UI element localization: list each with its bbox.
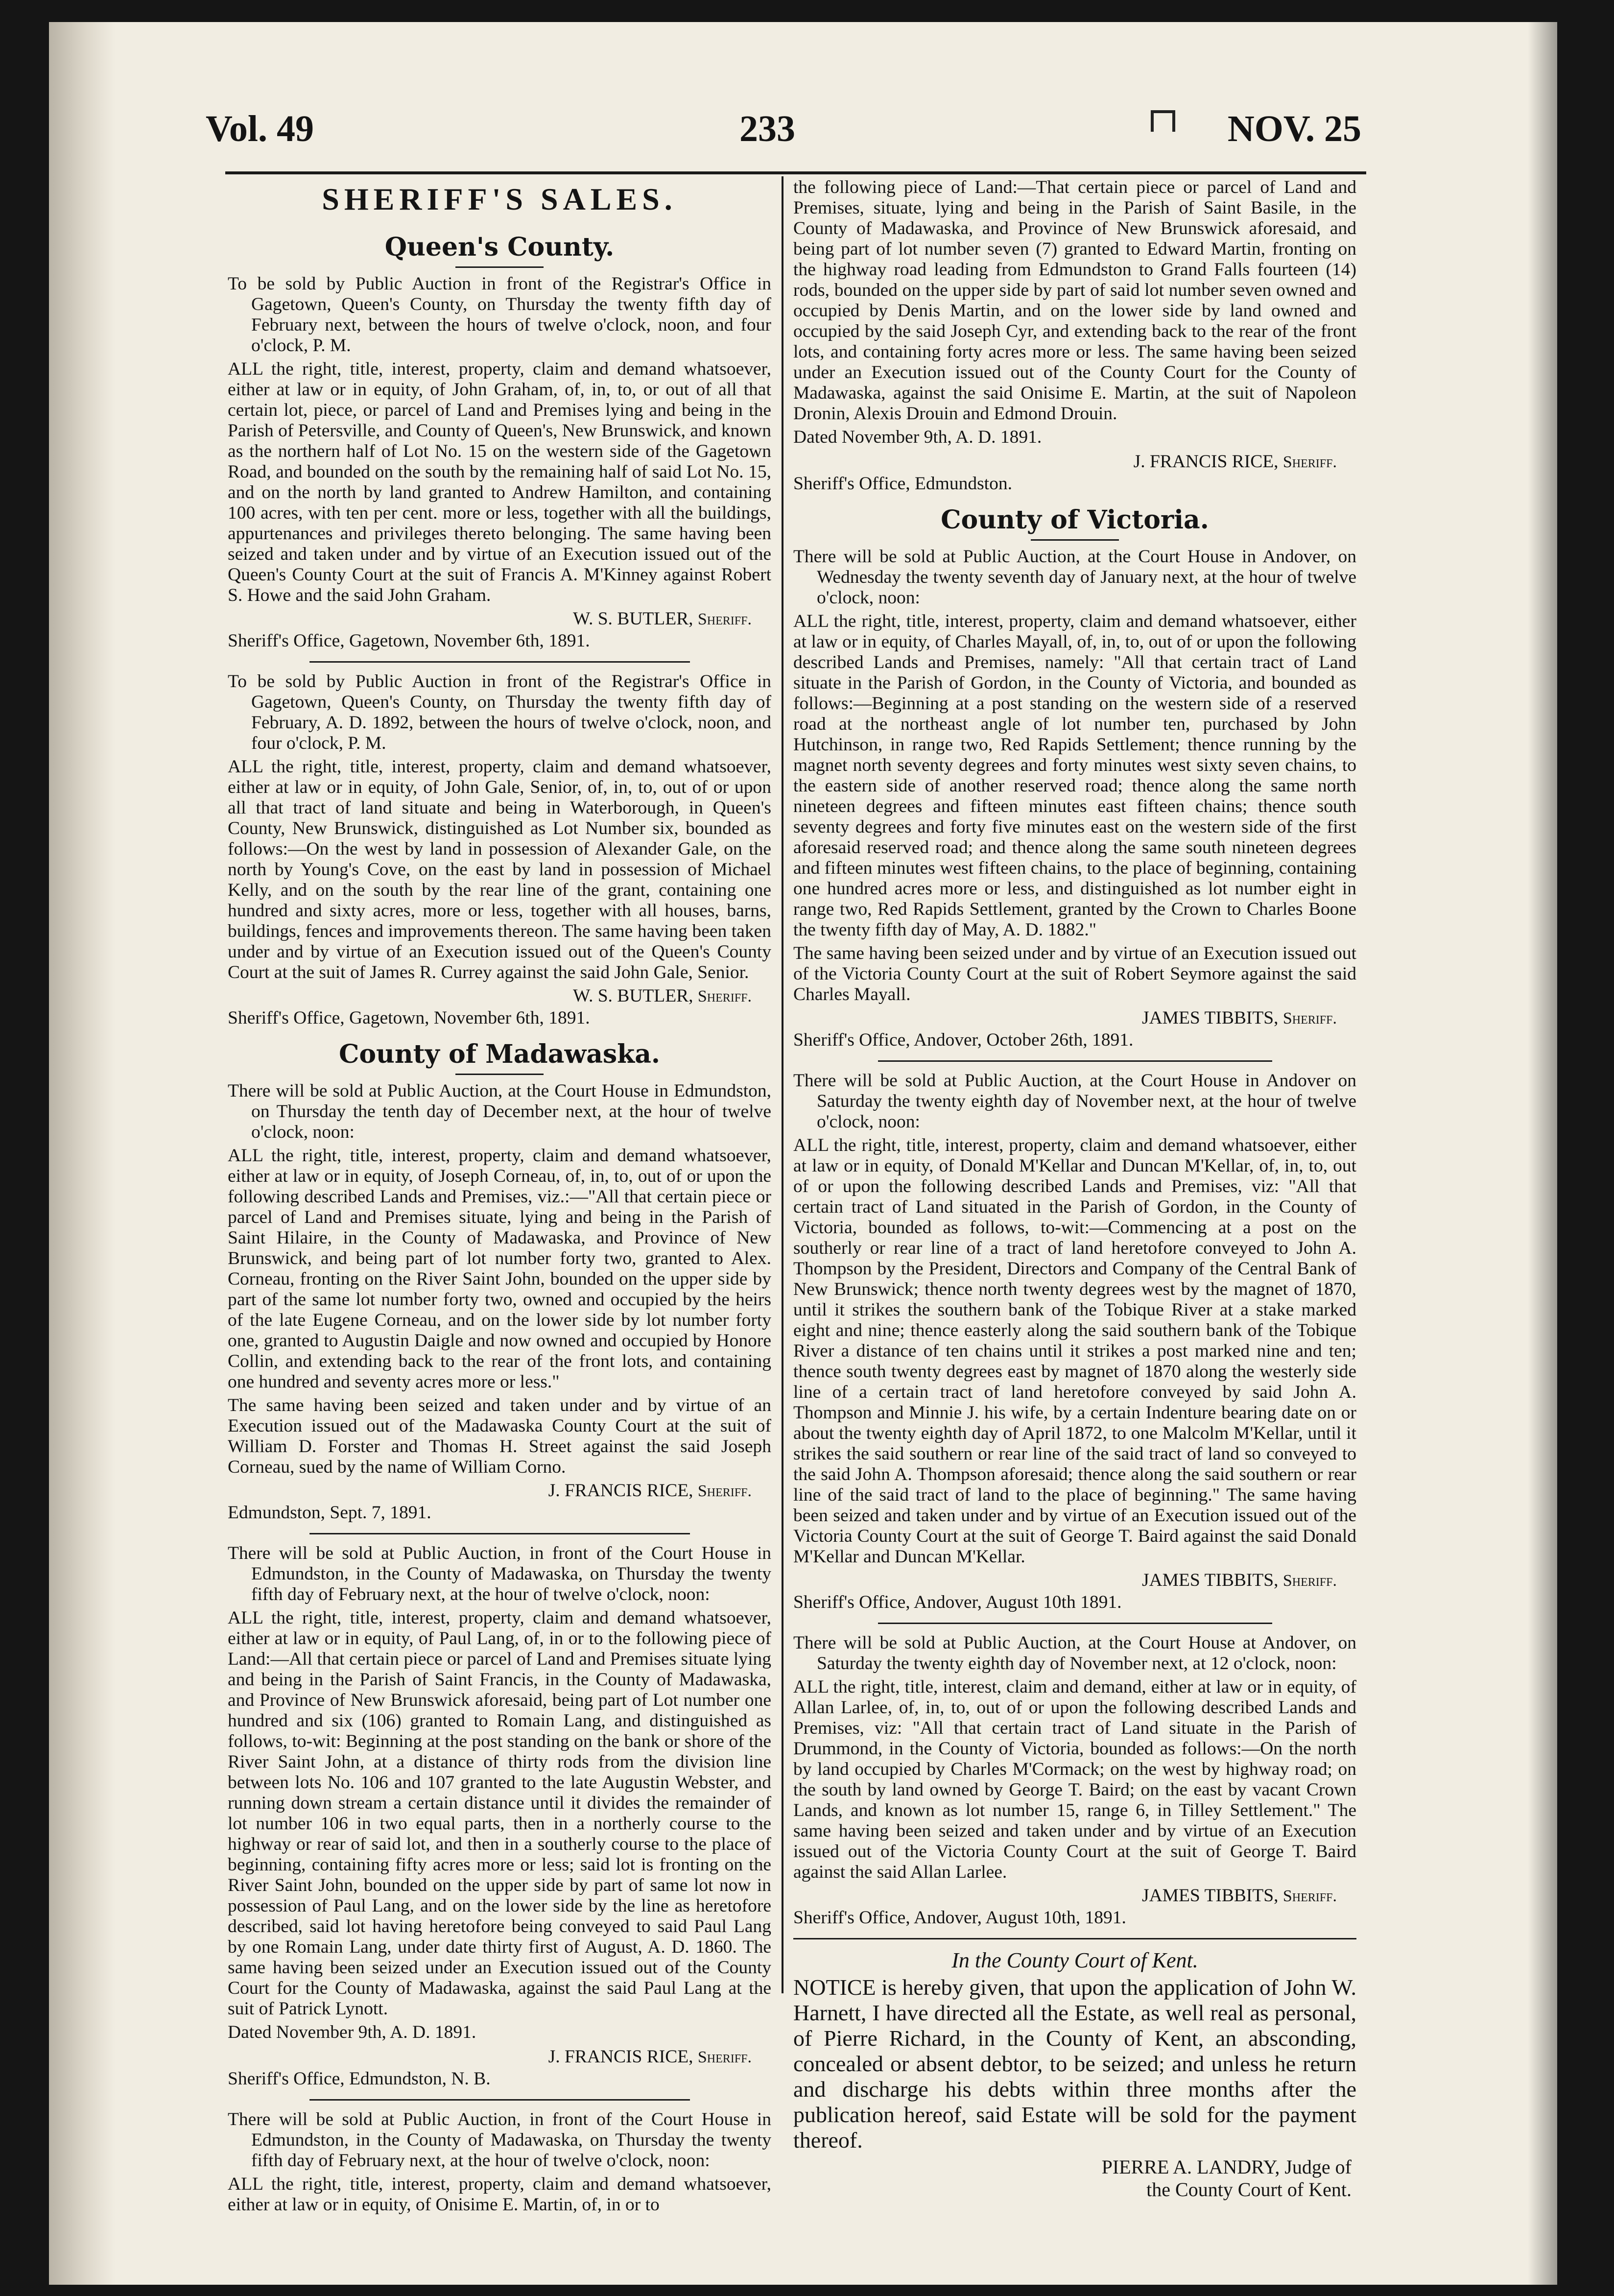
sheriff-name: J. FRANCIS RICE,	[548, 2047, 693, 2067]
sale-intro: To be sold by Public Auction in front of the Registrar's Office in Gagetown, Queen's County, on Thursday the twenty fifth day of February next, between the hours of twelve o'clock, noon, and four o'clock, P. M.	[228, 274, 771, 356]
sheriff-signature	[228, 1481, 771, 1502]
sheriff-name: W. S. BUTLER,	[573, 609, 693, 629]
sheriff-title: Sheriff.	[697, 1482, 752, 1500]
sale-body: ALL the right, title, interest, claim and demand, either at law or in equity, of Allan Larlee, of, in, to, out of or upon the following described Lands and Premises, viz: "All that certain tract of Land situate in the Parish of Drummond, in the County of Victoria, bounded as follows:—On the north by land occupied by Charles M'Cormack; on the west by highway road; on the south by land owned by George T. Baird; on the east by vacant Crown Lands, and known as lot number 15, range 6, in Tilley Settlement." The same having been seized and taken under and by virtue of an Execution issued out of the Victoria County Court at the suit of George T. Baird against the said Allan Larlee.	[793, 1677, 1356, 1882]
right-column	[793, 177, 1356, 2200]
sheriff-signature	[228, 2047, 771, 2068]
header-rule	[225, 171, 1366, 174]
sheriff-office-line: Sheriff's Office, Andover, August 10th, 1891.	[793, 1908, 1126, 1928]
sale-intro: There will be sold at Public Auction, at the Court House at Andover, on Saturday the twenty eighth day of November next, at 12 o'clock, noon:	[793, 1633, 1356, 1674]
section-title: SHERIFF'S SALES.	[322, 182, 677, 216]
sale-body: ALL the right, title, interest, property, claim and demand whatsoever, either at law or in equity, of Paul Lang, of, in or to the following piece of Land:—All that certain piece or parcel of Land and Premises situate lying and being in the Parish of Saint Francis, in the County of Madawaska, and Province of New Brunswick aforesaid, being part of Lot number one hundred and six (106) granted to Romain Lang, and distinguished as follows, to-wit: Beginning at the post standing on the bank or shore of the River Saint John, at a distance of thirty rods from the division line between lots No. 106 and 107 granted to the late Augustin Webster, and running down stream a certain distance until it divides the remainder of lot number 106 in two equal parts, then in a northerly course to the highway or rear of said lot, and then in a southerly course to the place of beginning, containing fifty acres more or less; said lot is fronting on the River Saint John, bounded on the upper side by part of same lot now in possession of Paul Lang, and on the lower side by the line as heretofore described, said lot having heretofore being conveyed to said Paul Lang by one Romain Lang, under date thirty first of August, A. D. 1860. The same having been seized under an Execution issued out of the County Court for the County of Madawaska, against the said Paul Lang at the suit of Patrick Lynott.	[228, 1608, 771, 2019]
notice-separator	[309, 1533, 690, 1534]
county-heading-queens: Queen's County.	[384, 232, 615, 262]
kent-notice-body: NOTICE is hereby given, that upon the application of John W. Harnett, I have directed all the Estate, as well real as personal, of Pierre Richard, in the County of Kent, an absconding, concealed or absent debtor, to be seized; and unless he return and discharge his debts within three months after the publication hereof, said Estate will be sold for the payment thereof.	[793, 1975, 1356, 2152]
sale-intro: There will be sold at Public Auction, at the Court House in Edmundston, on Thursday the tenth day of December next, at the hour of twelve o'clock, noon:	[228, 1081, 771, 1142]
issue-date: NOV. 25	[1227, 108, 1361, 149]
sale-body: ALL the right, title, interest, property, claim and demand whatsoever, either at law or in equity, of Onisime E. Martin, of, in or to	[228, 2174, 771, 2215]
sheriff-title: Sheriff.	[697, 610, 752, 628]
sheriff-title: Sheriff.	[697, 987, 752, 1005]
sheriff-title: Sheriff.	[1282, 1572, 1337, 1590]
page-edge-shadow	[1528, 22, 1557, 2285]
notice-separator	[309, 661, 690, 663]
sheriff-office-line: Sheriff's Office, Andover, October 26th, 1891.	[793, 1030, 1134, 1050]
sheriff-title: Sheriff.	[1282, 1887, 1337, 1905]
notice-separator	[793, 1938, 1356, 1939]
county-heading-madawaska: County of Madawaska.	[338, 1039, 661, 1069]
sale-body: ALL the right, title, interest, property, claim and demand whatsoever, either at law or in equity, of John Graham, of, in, to, or out of all that certain lot, piece, or parcel of Land and Premises lying and being in the Parish of Petersville, and County of Queen's, New Brunswick, and known as the northern half of Lot No. 15 on the western side of the Gagetown Road, and bounded on the south by the remaining half of said Lot No. 15, and on the north by land granted to Andrew Hamilton, and containing 100 acres, with ten per cent. more or less, together with all the buildings, appurtenances and privileges thereto belonging. The same having been seized and taken under and by virtue of an Execution issued out of the Queen's County Court at the suit of Francis A. M'Kinney against Robert S. Howe and the said John Graham.	[228, 359, 771, 605]
sale-body-continued: the following piece of Land:—That certain piece or parcel of Land and Premises, situate, lying and being in the Parish of Saint Basile, in the County of Madawaska, and Province of New Brunswick aforesaid, and being part of lot number seven (7) granted to Edward Martin, fronting on the highway road leading from Edmundston to Grand Falls fourteen (14) rods, bounded on the upper side by part of said lot number seven owned and occupied by Denis Martin, and on the lower side by land owned and occupied by the said Joseph Cyr, and extending back to the rear of the front lots, and containing forty acres more or less. The same having been seized under an Execution issued out of the County Court for the County of Madawaska, against the said Onisime E. Martin, at the suit of Napoleon Dronin, Alexis Drouin and Edmond Drouin.	[793, 177, 1356, 424]
sale-body: ALL the right, title, interest, property, claim and demand whatsoever, either at law or in equity, of John Gale, Senior, of, in, to, out of or upon all that tract of land situate and being in Waterborough, in Queen's County, New Brunswick, distinguished as Lot Number six, bounded as follows:—On the west by land in possession of Alexander Gale, on the north by Young's Cove, on the east by land in possession of Michael Kelly, and on the south by the rear line of the grant, containing one hundred and sixty acres, more or less, together with all houses, barns, buildings, fences and improvements thereon. The same having been taken under and by virtue of an Execution issued out of the Queen's County Court at the suit of James R. Currey against the said John Gale, Senior.	[228, 757, 771, 982]
sheriff-signature	[228, 986, 771, 1007]
sheriff-signature	[793, 1570, 1356, 1591]
dated-line: Dated November 9th, A. D. 1891.	[793, 427, 1042, 447]
sale-intro: There will be sold at Public Auction, in front of the Court House in Edmundston, in the County of Madawaska, on Thursday the twenty fifth day of February next, at the hour of twelve o'clock, noon:	[228, 2109, 771, 2171]
sheriff-name: JAMES TIBBITS,	[1141, 1886, 1279, 1906]
sheriff-title: Sheriff.	[697, 2048, 752, 2066]
sale-body: ALL the right, title, interest, property, claim and demand whatsoever, either at law or in equity, of Charles Mayall, of, in, to, out of or upon the following described Lands and Premises, namely: "All that certain tract of Land situate in the Parish of Gordon, in the County of Victoria, and bounded as follows:—Beginning at a post standing on the western side of a reserved road at the northeast angle of lot number ten, purchased by John Hutchinson, in range two, Red Rapids Settlement; thence running by the magnet north seventy degrees and forty minutes west sixty seven chains, to the eastern side of another reserved road; thence along the same north nineteen degrees and fifteen minutes east fifteen chains; thence south seventy degrees and forty five minutes east on the western side of the first aforesaid reserved road; and thence along the same south nineteen degrees and fifteen minutes west fifteen chains, to the place of beginning, containing one hundred acres more or less, and distinguished as lot number eight in range two, Red Rapids Settlement, granted by the Crown to Charles Boone the twenty fifth day of May, A. D. 1882."	[793, 611, 1356, 940]
sale-intro: To be sold by Public Auction in front of the Registrar's Office in Gagetown, Queen's County, on Thursday the twenty fifth day of February, A. D. 1892, between the hours of twelve o'clock, noon, and four o'clock, P. M.	[228, 671, 771, 753]
sheriff-office-line: Sheriff's Office, Andover, August 10th 1891.	[793, 1592, 1122, 1612]
sale-intro: There will be sold at Public Auction, at the Court House in Andover, on Wednesday the twenty seventh day of January next, at the hour of twelve o'clock, noon:	[793, 547, 1356, 608]
sheriff-name: JAMES TIBBITS,	[1141, 1008, 1279, 1028]
judge-signature-line-2: the County Court of Kent.	[1146, 2178, 1352, 2200]
sheriff-office-line: Edmundston, Sept. 7, 1891.	[228, 1503, 431, 1523]
sheriff-name: J. FRANCIS RICE,	[548, 1481, 693, 1501]
sheriff-signature	[793, 1886, 1356, 1907]
judge-signature-line-1: PIERRE A. LANDRY, Judge of	[1101, 2156, 1352, 2178]
sheriff-title: Sheriff.	[1282, 1009, 1337, 1028]
sale-intro: There will be sold at Public Auction, in front of the Court House in Edmundston, in the County of Madawaska, on Thursday the twenty fifth day of February next, at the hour of twelve o'clock, noon:	[228, 1543, 771, 1604]
page-number: 233	[739, 108, 795, 149]
sheriff-office-line: Sheriff's Office, Gagetown, November 6th, 1891.	[228, 1008, 590, 1028]
sheriff-signature	[228, 609, 771, 630]
heading-rule	[1031, 539, 1119, 541]
sheriff-signature	[793, 452, 1356, 473]
heading-rule	[455, 266, 544, 268]
sheriff-office-line: Sheriff's Office, Gagetown, November 6th, 1891.	[228, 631, 590, 651]
sale-body-continued: The same having been seized under and by virtue of an Execution issued out of the Victoria County Court at the suit of Robert Seymore against the said Charles Mayall.	[793, 943, 1356, 1004]
sale-body-continued: The same having been seized and taken under and by virtue of an Execution issued out of the Madawaska County Court at the suit of William D. Forster and Thomas H. Street against the said Joseph Corneau, sued by the name of William Corno.	[228, 1395, 771, 1477]
notice-separator	[309, 2099, 690, 2101]
page-header	[206, 98, 1361, 162]
sheriff-office-line: Sheriff's Office, Edmundston.	[793, 474, 1012, 494]
notice-separator	[878, 1623, 1272, 1624]
sheriff-office-line: Sheriff's Office, Edmundston, N. B.	[228, 2069, 491, 2089]
sale-intro: There will be sold at Public Auction, at the Court House in Andover on Saturday the twenty eighth day of November next, at the hour of twelve o'clock, noon:	[793, 1071, 1356, 1132]
sheriff-name: J. FRANCIS RICE,	[1133, 452, 1279, 472]
sheriff-name: W. S. BUTLER,	[573, 986, 693, 1006]
sale-body: ALL the right, title, interest, property, claim and demand whatsoever, either at law or in equity, of Donald M'Kellar and Duncan M'Kellar, of, in, to, out of or upon the following described Lands and Premises, viz: "All that certain tract of Land situated in the Parish of Gordon, in the County of Victoria, bounded as follows, to-wit:—Commencing at a post on the southerly or rear line of a tract of land heretofore conveyed to John A. Thompson by the President, Directors and Company of the Central Bank of New Brunswick; thence north twenty degrees west by the magnet of 1870, until it strikes the southern bank of the Tobique River at a stake marked eight and nine; thence easterly along the said southern bank of the Tobique River a distance of ten chains until it strikes a post marked nine and ten; thence south twenty degrees east by magnet of 1870 along the westerly side line of a certain tract of land heretofore conveyed by said John A. Thompson and Minnie J. his wife, by a certain Indenture bearing date on or about the twenty eighth day of April 1872, to one Malcolm M'Kellar, until it strikes the said southern or rear line of the said tract of land so conveyed to the said John A. Thompson aforesaid; thence along the said southern or rear line of the said tract of land to the place of beginning." The same having been seized and taken under and by virtue of an Execution issued out of the Victoria County Court at the suit of George T. Baird against the said Donald M'Kellar and Duncan M'Kellar.	[793, 1135, 1356, 1567]
heading-rule	[455, 1074, 544, 1075]
volume-label: Vol. 49	[206, 108, 314, 149]
notice-separator	[878, 1060, 1272, 1062]
sheriff-signature	[793, 1008, 1356, 1029]
sale-body: ALL the right, title, interest, property, claim and demand whatsoever, either at law or in equity, of Joseph Corneau, of, in, to, out of or upon the following described Lands and Premises, viz.:—"All that certain piece or parcel of Land and Premises situate, lying and being in the Parish of Saint Hilaire, in the County of Madawaska, and Province of New Brunswick, and being part of lot number forty two, granted to Alex. Corneau, fronting on the River Saint John, bounded on the upper side by part of the same lot number forty two, owned and occupied by the heirs of the late Eugene Corneau, and on the lower side by lot number forty one, granted to Augustin Daigle and now owned and occupied by Honore Collin, and extending back to the rear of the front lots, and containing one hundred and seventy acres more or less."	[228, 1146, 771, 1392]
kent-court-heading: In the County Court of Kent.	[951, 1948, 1198, 1972]
page-spine-shadow	[49, 22, 115, 2285]
sheriff-title: Sheriff.	[1282, 453, 1337, 471]
column-divider	[782, 176, 783, 1993]
sheriff-name: JAMES TIBBITS,	[1141, 1570, 1279, 1590]
left-column	[228, 177, 771, 2215]
county-heading-victoria: County of Victoria.	[941, 505, 1209, 535]
dated-line: Dated November 9th, A. D. 1891.	[228, 2022, 476, 2042]
